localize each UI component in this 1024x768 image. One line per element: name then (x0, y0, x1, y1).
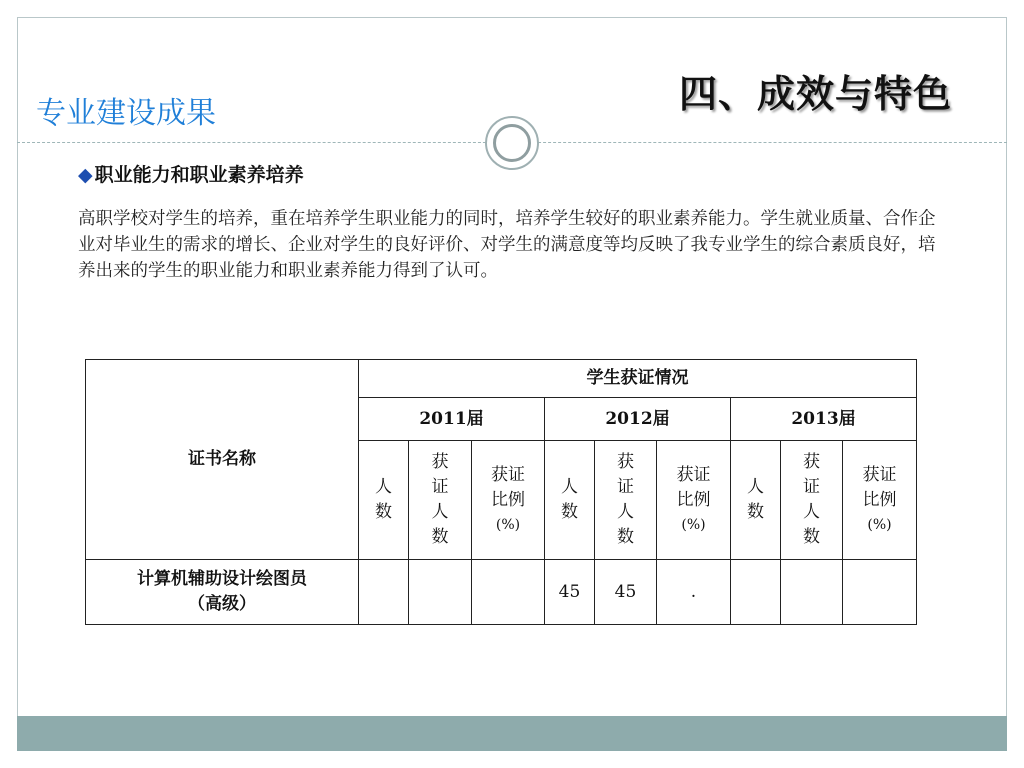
table-cell (409, 560, 472, 625)
section-title: 专业建设成果 (36, 96, 216, 131)
sub-header-ratio: 获证 比例 (%) (657, 441, 731, 560)
sub-header-people: 人 数 (731, 441, 781, 560)
sub-header-certified: 获 证 人 数 (409, 441, 472, 560)
table-row (86, 560, 917, 625)
table-cell: . (657, 560, 731, 625)
table-cell (781, 560, 843, 625)
sub-header-people: 人 数 (359, 441, 409, 560)
year-header-2013: 2013届 (731, 398, 917, 441)
diamond-bullet-icon: ◆ (78, 164, 93, 186)
slide-corner-title: 四、成效与特色 (678, 72, 952, 116)
cert-name-cell: 计算机辅助设计绘图员 （高级） (86, 560, 359, 625)
year-header-2012: 2012届 (545, 398, 731, 441)
sub-header-certified: 获 证 人 数 (595, 441, 657, 560)
row-header-cert-name: 证书名称 (86, 360, 359, 560)
table-cell (731, 560, 781, 625)
group-header: 学生获证情况 (359, 360, 917, 398)
certificate-table (85, 359, 917, 625)
sub-header-certified: 获 证 人 数 (781, 441, 843, 560)
bullet-heading (78, 160, 304, 187)
year-header-2011: 2011届 (359, 398, 545, 441)
table-cell (472, 560, 545, 625)
decorative-ring-icon (485, 116, 539, 170)
body-paragraph: 高职学校对学生的培养，重在培养学生职业能力的同时，培养学生较好的职业素养能力。学生就业质量、合作企业对毕业生的需求的增长、企业对学生的良好评价、对学生的满意度等均反映了我专业学生的综合素质良好，培养出来的学生的职业能力和职业素养能力得到了认可。 (78, 209, 936, 281)
table-cell: 45 (545, 560, 595, 625)
table-cell (843, 560, 917, 625)
table-cell: 45 (595, 560, 657, 625)
sub-header-ratio: 获证 比例 (%) (843, 441, 917, 560)
heading-text: 职业能力和职业素养培养 (94, 164, 304, 186)
footer-band (17, 716, 1007, 751)
table-cell (359, 560, 409, 625)
sub-header-people: 人 数 (545, 441, 595, 560)
sub-header-ratio: 获证 比例 (%) (472, 441, 545, 560)
